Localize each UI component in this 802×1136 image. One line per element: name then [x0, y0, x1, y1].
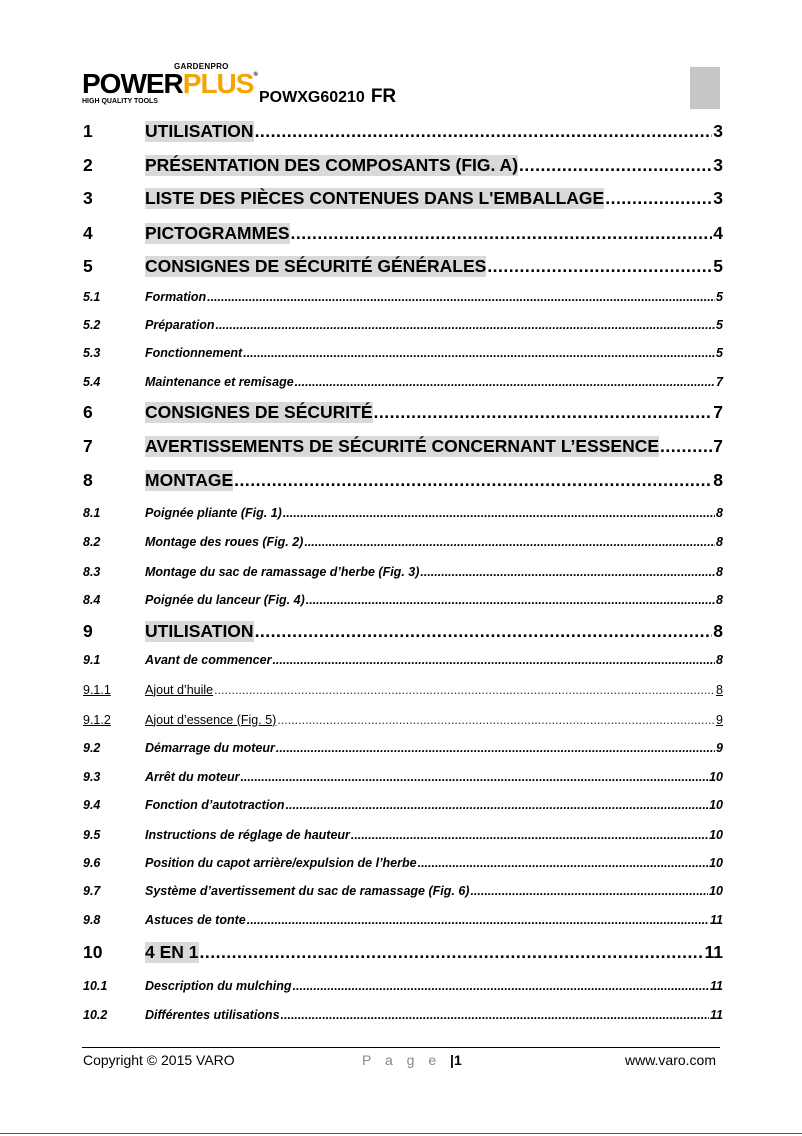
logo-tagline: HIGH QUALITY TOOLS	[82, 98, 158, 105]
toc-entry[interactable]	[83, 1008, 723, 1023]
page-separator: |	[450, 1052, 454, 1068]
toc-page[interactable]: 5	[713, 255, 723, 276]
toc-page[interactable]: 8	[713, 469, 723, 490]
toc-title[interactable]: Montage du sac de ramassage d’herbe (Fig. 3)	[145, 564, 420, 579]
toc-page[interactable]: 5	[716, 317, 723, 332]
toc-title[interactable]: UTILISATION	[145, 620, 254, 641]
toc-number: 9.1.1	[83, 682, 111, 697]
toc-title[interactable]: PICTOGRAMMES	[145, 222, 290, 243]
toc-entry[interactable]	[83, 828, 723, 843]
toc-number: 10.2	[83, 1007, 108, 1022]
toc-page[interactable]: 7	[716, 374, 723, 389]
toc-title[interactable]: Avant de commencer	[145, 652, 272, 667]
toc-page[interactable]: 11	[710, 912, 723, 927]
toc-entry[interactable]	[83, 653, 723, 668]
toc-page[interactable]: 9	[716, 740, 723, 755]
toc-entry[interactable]	[83, 375, 723, 390]
toc-number: 9.8	[83, 912, 101, 927]
toc-leader-dots	[214, 683, 715, 698]
language-code: FR	[370, 86, 397, 107]
toc-entry[interactable]	[83, 256, 723, 277]
toc-title[interactable]: Astuces de tonte	[145, 912, 246, 927]
toc-leader-dots	[295, 375, 715, 390]
toc-entry[interactable]	[83, 884, 723, 899]
toc-page[interactable]: 5	[716, 345, 723, 360]
toc-page[interactable]: 7	[713, 435, 723, 456]
toc-title[interactable]: Formation	[145, 289, 207, 304]
toc-number: 5.4	[83, 374, 101, 389]
toc-page[interactable]: 3	[713, 120, 723, 141]
toc-page[interactable]: 8	[716, 505, 723, 520]
toc-title[interactable]: Préparation	[145, 317, 215, 332]
toc-leader-dots	[487, 256, 712, 277]
toc-leader-dots	[306, 593, 715, 608]
toc-number: 5	[83, 255, 93, 276]
logo-brand	[82, 68, 257, 99]
toc-entry[interactable]	[83, 535, 723, 550]
logo-gardenpro: GARDENPRO	[174, 62, 229, 71]
toc-entry[interactable]	[83, 770, 723, 785]
toc-page[interactable]: 10	[709, 883, 723, 898]
toc-page[interactable]: 3	[713, 187, 723, 208]
toc-entry[interactable]	[83, 713, 723, 728]
model-number: POWXG60210	[259, 89, 365, 106]
toc-title[interactable]: Poignée du lanceur (Fig. 4)	[145, 592, 305, 607]
toc-entry[interactable]	[83, 741, 723, 756]
toc-entry[interactable]	[83, 979, 723, 994]
toc-entry[interactable]	[83, 593, 723, 608]
toc-number: 8.2	[83, 534, 101, 549]
toc-number: 9.1	[83, 652, 101, 667]
toc-title[interactable]: Ajout d’huile	[145, 682, 214, 697]
toc-entry[interactable]	[83, 155, 723, 176]
toc-leader-dots	[255, 621, 713, 642]
toc-title[interactable]: Différentes utilisations	[145, 1007, 280, 1022]
toc-page[interactable]: 8	[716, 652, 723, 667]
toc-title[interactable]: Système d’avertissement du sac de ramassage (Fig. 6)	[145, 883, 470, 898]
footer-page	[362, 1052, 462, 1069]
toc-number: 10.1	[83, 978, 108, 993]
toc-page[interactable]: 11	[704, 941, 723, 962]
toc-leader-dots	[243, 346, 715, 361]
toc-entry[interactable]	[83, 913, 723, 928]
toc-page[interactable]: 8	[716, 534, 723, 549]
toc-number: 9	[83, 620, 93, 641]
toc-title[interactable]: MONTAGE	[145, 469, 234, 490]
footer-copyright: Copyright © 2015 VARO	[83, 1052, 235, 1068]
toc-entry[interactable]	[83, 346, 723, 361]
toc-leader-dots	[234, 470, 712, 491]
toc-entry[interactable]	[83, 121, 723, 142]
toc-page[interactable]: 8	[716, 564, 723, 579]
toc-number: 9.4	[83, 797, 101, 812]
toc-number: 6	[83, 401, 93, 422]
toc-number: 8.3	[83, 564, 101, 579]
toc-page[interactable]: 11	[710, 978, 723, 993]
toc-title[interactable]: Poignée pliante (Fig. 1)	[145, 505, 282, 520]
toc-number: 9.5	[83, 827, 101, 842]
toc-number: 5.2	[83, 317, 101, 332]
toc-entry[interactable]	[83, 223, 723, 244]
toc-number: 9.2	[83, 740, 101, 755]
toc-title[interactable]: Ajout d’essence (Fig. 5)	[145, 712, 277, 727]
toc-entry[interactable]	[83, 436, 723, 457]
toc-leader-dots	[420, 565, 715, 580]
toc-page[interactable]: 8	[716, 682, 723, 697]
toc-title[interactable]: Démarrage du moteur	[145, 740, 275, 755]
toc-entry[interactable]	[83, 942, 723, 963]
toc-title[interactable]: Instructions de réglage de hauteur	[145, 827, 350, 842]
toc-leader-dots	[519, 155, 712, 176]
toc-leader-dots	[605, 188, 712, 209]
language-tab-marker	[690, 67, 720, 109]
toc-number: 2	[83, 154, 93, 175]
toc-title[interactable]: CONSIGNES DE SÉCURITÉ	[145, 401, 373, 422]
logo-reg: ®	[253, 72, 257, 78]
logo-brand-plus: PLUS	[182, 68, 254, 99]
toc-title[interactable]: Maintenance et remisage	[145, 374, 294, 389]
toc-leader-dots	[286, 798, 709, 813]
toc-entry[interactable]	[83, 402, 723, 423]
toc-leader-dots	[660, 436, 712, 457]
toc-number: 9.1.2	[83, 712, 111, 727]
toc-leader-dots	[200, 942, 704, 963]
toc-page[interactable]: 10	[709, 855, 723, 870]
page-number: 1	[453, 1052, 462, 1068]
toc-number: 9.7	[83, 883, 101, 898]
toc-title[interactable]: Fonctionnement	[145, 345, 243, 360]
toc-page[interactable]: 10	[709, 769, 723, 784]
toc-title[interactable]: Position du capot arrière/expulsion de l’herbe	[145, 855, 417, 870]
toc-page[interactable]: 11	[710, 1007, 723, 1022]
toc-title[interactable]: 4 EN 1	[145, 941, 199, 962]
toc-leader-dots	[277, 713, 715, 728]
toc-leader-dots	[291, 223, 713, 244]
toc-number: 5.3	[83, 345, 101, 360]
toc-leader-dots	[470, 884, 708, 899]
toc-number: 9.3	[83, 769, 101, 784]
toc-entry[interactable]	[83, 683, 723, 698]
footer-website: www.varo.com	[624, 1052, 716, 1068]
toc-entry[interactable]	[83, 506, 723, 521]
model-title	[259, 86, 396, 109]
toc-number: 8.1	[83, 505, 101, 520]
toc-entry[interactable]	[83, 290, 723, 305]
footer-divider	[82, 1047, 720, 1048]
toc-number: 4	[83, 222, 93, 243]
toc-number: 5.1	[83, 289, 101, 304]
toc-title[interactable]: Fonction d’autotraction	[145, 797, 285, 812]
toc-leader-dots	[207, 290, 715, 305]
toc-page[interactable]: 8	[713, 620, 723, 641]
toc-page[interactable]: 10	[709, 797, 723, 812]
toc-number: 9.6	[83, 855, 101, 870]
page-edge	[0, 1133, 802, 1134]
toc-number: 3	[83, 187, 93, 208]
toc-title[interactable]: PRÉSENTATION DES COMPOSANTS (FIG. A)	[145, 154, 519, 175]
toc-leader-dots	[293, 979, 709, 994]
toc-leader-dots	[351, 828, 708, 843]
toc-page[interactable]: 9	[716, 712, 723, 727]
toc-leader-dots	[304, 535, 715, 550]
toc-leader-dots	[281, 1008, 709, 1023]
toc-title[interactable]: UTILISATION	[145, 120, 254, 141]
toc-page[interactable]: 10	[709, 827, 723, 842]
toc-number: 10	[83, 941, 103, 962]
toc-number: 8.4	[83, 592, 101, 607]
toc-leader-dots	[283, 506, 715, 521]
page-label: P a g e	[362, 1052, 442, 1068]
toc-title[interactable]: AVERTISSEMENTS DE SÉCURITÉ CONCERNANT L’ESSENCE	[145, 435, 660, 456]
toc-entry[interactable]	[83, 318, 723, 333]
toc-leader-dots	[240, 770, 708, 785]
toc-entry[interactable]	[83, 798, 723, 813]
toc-entry[interactable]	[83, 188, 723, 209]
toc-title[interactable]: Arrêt du moteur	[145, 769, 240, 784]
toc-entry[interactable]	[83, 856, 723, 871]
toc-number: 8	[83, 469, 93, 490]
logo-brand-power: POWER	[82, 68, 183, 99]
toc-leader-dots	[255, 121, 713, 142]
toc-title[interactable]: Montage des roues (Fig. 2)	[145, 534, 304, 549]
toc-page[interactable]: 5	[716, 289, 723, 304]
toc-leader-dots	[272, 653, 715, 668]
toc-leader-dots	[418, 856, 709, 871]
toc-title[interactable]: CONSIGNES DE SÉCURITÉ GÉNÉRALES	[145, 255, 487, 276]
toc-leader-dots	[374, 402, 713, 423]
toc-entry[interactable]	[83, 470, 723, 491]
toc-entry[interactable]	[83, 621, 723, 642]
toc-leader-dots	[247, 913, 709, 928]
toc-number: 7	[83, 435, 93, 456]
toc-number: 1	[83, 120, 93, 141]
toc-title[interactable]: LISTE DES PIÈCES CONTENUES DANS L'EMBALLAGE	[145, 187, 605, 208]
toc-title[interactable]: Description du mulching	[145, 978, 292, 993]
toc-leader-dots	[215, 318, 715, 333]
toc-leader-dots	[276, 741, 715, 756]
toc-page[interactable]: 7	[713, 401, 723, 422]
powerplus-logo	[82, 62, 257, 108]
toc-page[interactable]: 4	[713, 222, 723, 243]
toc-page[interactable]: 3	[713, 154, 723, 175]
toc-entry[interactable]	[83, 565, 723, 580]
toc-page[interactable]: 8	[716, 592, 723, 607]
